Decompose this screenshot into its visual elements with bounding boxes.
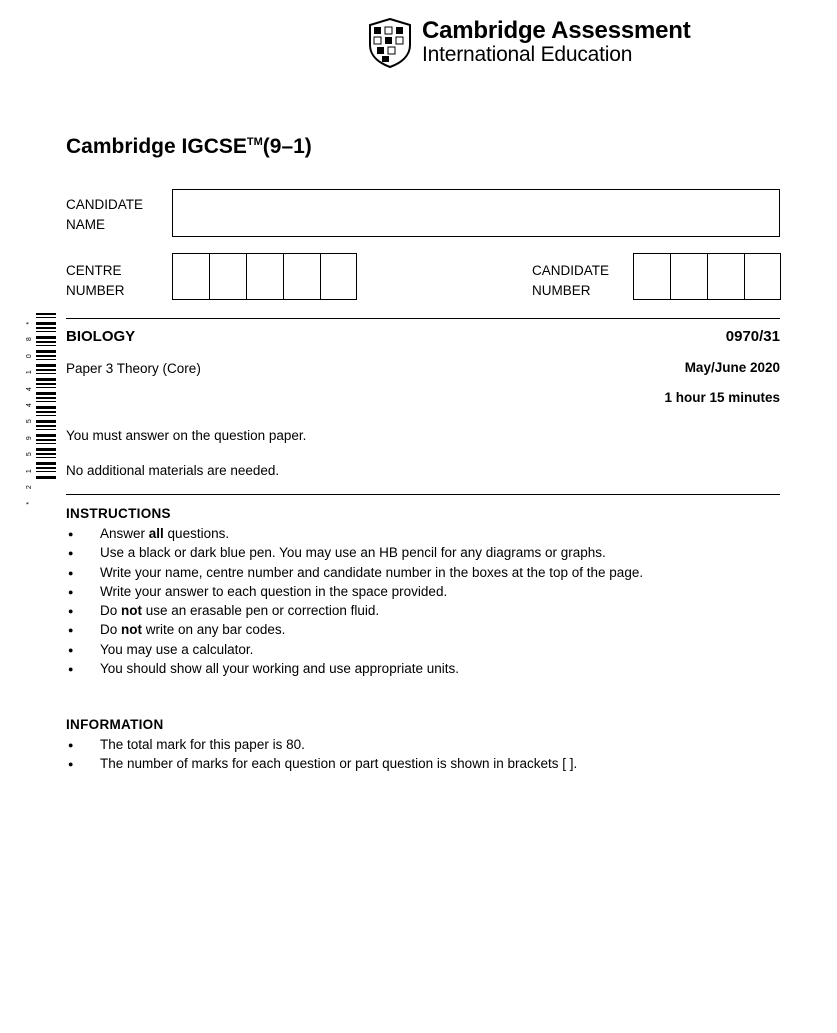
candidate-number-digit[interactable] xyxy=(633,253,670,300)
candidate-number-label-line1: CANDIDATE xyxy=(532,263,610,278)
information-heading: INFORMATION xyxy=(66,717,164,732)
centre-number-digit[interactable] xyxy=(172,253,209,300)
centre-number-label xyxy=(66,261,125,300)
instructions-heading: INSTRUCTIONS xyxy=(66,506,171,521)
list-item: ● Do not use an erasable pen or correction fluid. xyxy=(66,601,780,620)
centre-number-label-line1: CENTRE xyxy=(66,263,122,278)
centre-number-digit[interactable] xyxy=(209,253,246,300)
divider-bottom xyxy=(66,494,780,495)
subject-title: BIOLOGY xyxy=(66,328,136,345)
barcode-digits: * 8 0 1 4 4 5 9 5 1 2 * xyxy=(25,321,33,506)
list-item: ● Write your name, centre number and candidate number in the boxes at the top of the page. xyxy=(66,563,780,582)
candidate-number-label-line2: NUMBER xyxy=(532,282,591,298)
list-item: ● The number of marks for each question or part question is shown in brackets [ ]. xyxy=(66,754,780,773)
grade-range: (9–1) xyxy=(262,135,312,158)
barcode xyxy=(24,313,56,506)
barcode-bars xyxy=(36,313,56,481)
divider-top xyxy=(66,318,780,319)
list-item: ● Write your answer to each question in the space provided. xyxy=(66,582,780,601)
instructions-list xyxy=(66,524,780,678)
list-item: ● You should show all your working and use appropriate units. xyxy=(66,659,780,678)
centre-number-digit[interactable] xyxy=(320,253,357,300)
cambridge-logo xyxy=(368,18,691,68)
component-name: Paper 3 Theory (Core) xyxy=(66,361,201,376)
list-item: ● Do not write on any bar codes. xyxy=(66,620,780,639)
candidate-number-digit[interactable] xyxy=(670,253,707,300)
page-title xyxy=(66,135,312,159)
candidate-name-label-line2: NAME xyxy=(66,216,106,232)
syllabus-code: 0970/31 xyxy=(725,328,780,345)
qualification-name: Cambridge IGCSE xyxy=(66,135,247,158)
list-item: ● Use a black or dark blue pen. You may use an HB pencil for any diagrams or graphs. xyxy=(66,543,780,562)
exam-session: May/June 2020 xyxy=(684,360,780,375)
candidate-number-label xyxy=(532,261,609,300)
cambridge-crest-icon xyxy=(368,18,412,68)
candidate-number-digit[interactable] xyxy=(707,253,744,300)
candidate-name-label-line1: CANDIDATE xyxy=(66,197,144,212)
answer-note: You must answer on the question paper. xyxy=(66,428,307,443)
list-item: ● The total mark for this paper is 80. xyxy=(66,735,780,754)
centre-number-field[interactable] xyxy=(172,253,357,300)
materials-note: No additional materials are needed. xyxy=(66,463,280,478)
logo-line-1: Cambridge Assessment xyxy=(422,17,691,44)
centre-number-digit[interactable] xyxy=(283,253,320,300)
list-item: ● You may use a calculator. xyxy=(66,640,780,659)
logo-line-2: International Education xyxy=(422,42,633,66)
candidate-name-label xyxy=(66,195,143,234)
candidate-number-field[interactable] xyxy=(633,253,781,300)
candidate-number-digit[interactable] xyxy=(744,253,781,300)
trademark-symbol: TM xyxy=(246,136,263,148)
exam-duration: 1 hour 15 minutes xyxy=(664,390,780,405)
list-item: ● Answer all questions. xyxy=(66,524,780,543)
candidate-name-field[interactable] xyxy=(172,189,780,237)
centre-number-digit[interactable] xyxy=(246,253,283,300)
information-list xyxy=(66,735,780,774)
centre-number-label-line2: NUMBER xyxy=(66,282,125,298)
